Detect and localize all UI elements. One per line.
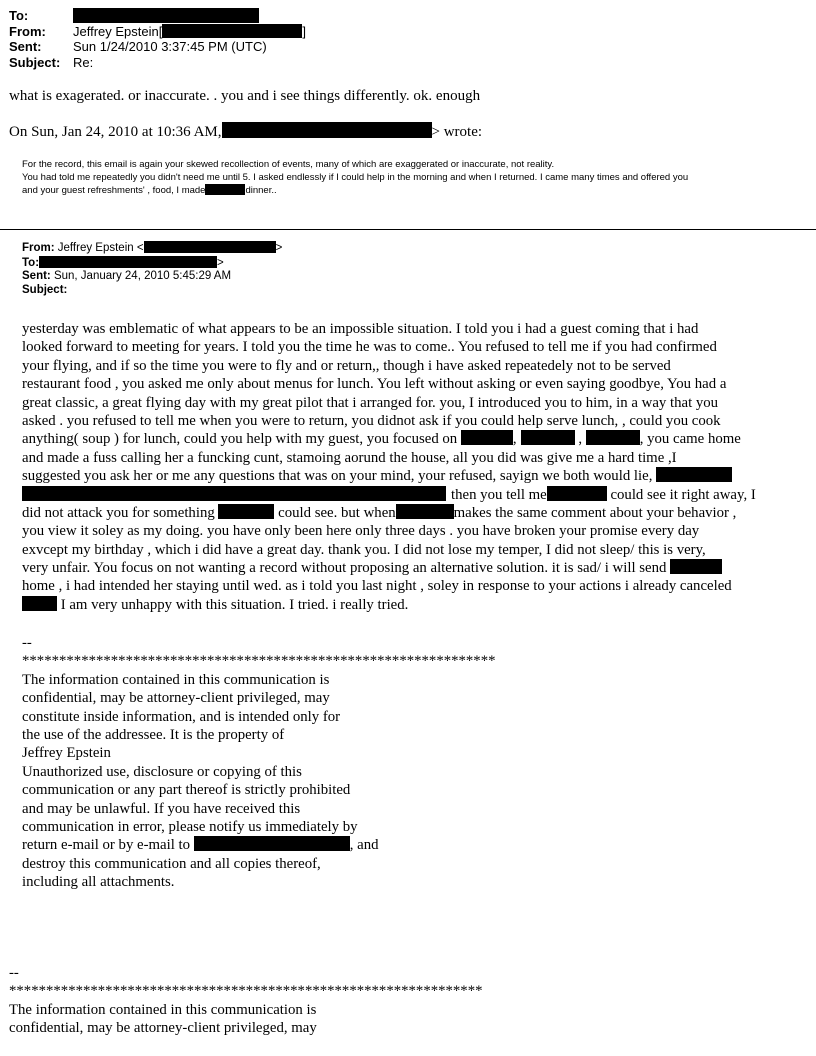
body-text: anything( soup ) for lunch, could you help with my guest, you focused on [22, 431, 461, 448]
redaction-block [39, 256, 217, 268]
body-line: exvcept my birthday , which i did have a great day. thank you. I did not lose my temper, I did not sleep/ this is very, [22, 541, 706, 558]
body-text: , [512, 431, 517, 448]
sent-label: Sent: [9, 39, 42, 54]
redaction-block [396, 504, 454, 519]
body-line: your flying, and if so the time you were to fly and or return,, though i have asked repeatedely not to be served [22, 357, 671, 374]
quoted-line: You had told me repeatedly you didn't need me until 5. I asked endlessly if I could help in the morning and when I returned. I came many times and offered you [22, 171, 689, 183]
body-line: you view it soley as my doing. you have only been here only three days . you have broken your promise every day [22, 523, 700, 540]
confidentiality-notice-repeat [9, 964, 483, 1038]
notice-text: , and [349, 837, 379, 854]
notice-line: confidential, may be attorney-client privileged, may [9, 1020, 317, 1037]
body-line [22, 559, 802, 577]
to-label: To: [9, 8, 29, 23]
original-sent-row [22, 270, 282, 284]
redaction-block [22, 596, 57, 611]
redaction-block [144, 241, 276, 253]
original-from-row [22, 241, 282, 256]
notice-line: The information contained in this communication is [22, 671, 330, 688]
body-line [22, 504, 802, 522]
from-row [9, 24, 306, 40]
redaction-block [461, 430, 513, 445]
notice-line: Unauthorized use, disclosure or copying of this [22, 763, 302, 780]
signature-dashes: -- [9, 965, 19, 981]
body-text: very unfair. You focus on not wanting a record without proposing an alternative solution. it is sad/ i will send [22, 560, 671, 577]
signature-stars: **************************************************************** [9, 983, 483, 1000]
body-text: I am very unhappy with this situation. I tried. i really tried. [57, 596, 409, 613]
body-line [22, 430, 802, 448]
sent-value: Sun 1/24/2010 3:37:45 PM (UTC) [73, 39, 267, 54]
original-to-row [22, 256, 282, 271]
original-subject-label: Subject: [22, 283, 68, 296]
body-text: then you tell me [451, 486, 547, 503]
redaction-block [205, 184, 245, 195]
redaction-block [547, 486, 607, 501]
body-text: could see. but when [274, 504, 396, 521]
quoted-line [22, 184, 802, 198]
redaction-block [162, 24, 302, 38]
confidentiality-notice [22, 634, 496, 891]
quoted-text: and your guest refreshments' , food, I made [22, 185, 206, 196]
message-body [22, 320, 802, 614]
original-to-label: To: [22, 256, 40, 269]
notice-line: and may be unlawful. If you have received this [22, 800, 301, 817]
original-from-label: From: [22, 242, 55, 254]
quoted-message [22, 159, 802, 198]
body-text: , you came home [639, 431, 741, 448]
body-line: home , i had intended her staying until wed. as i told you last night , soley in response to your actions i already canceled [22, 578, 732, 595]
from-value: Jeffrey Epstein[ [73, 23, 163, 39]
body-line [22, 467, 802, 485]
from-close: ] [302, 23, 306, 39]
body-text: makes the same comment about your behavior , [453, 504, 737, 521]
notice-line: The information contained in this communication is [9, 1001, 317, 1018]
divider [0, 229, 816, 230]
original-from-value: Jeffrey Epstein < [54, 242, 144, 254]
email-header [9, 8, 306, 70]
notice-line [22, 836, 496, 854]
quoted-line: For the record, this email is again your skewed recollection of events, many of which are exaggerated or inaccurate, not reality. [22, 159, 555, 170]
notice-line: the use of the addressee. It is the property of [22, 726, 285, 743]
notice-line: including all attachments. [22, 874, 175, 891]
body-line [22, 486, 802, 504]
body-line: asked . you refused to tell me when you were to return, you didnot ask if you could help serve lunch, , could you cook [22, 412, 721, 429]
redaction-block [222, 122, 432, 138]
original-sent-label: Sent: [22, 270, 51, 282]
signature-dashes: -- [22, 635, 32, 651]
notice-line: confidential, may be attorney-client privileged, may [22, 690, 330, 707]
redaction-block [73, 8, 259, 23]
to-row [9, 8, 306, 24]
notice-line: constitute inside information, and is intended only for [22, 708, 341, 725]
subject-value: Re: [73, 54, 94, 70]
body-text: could see it right away, I [606, 486, 756, 503]
notice-line: destroy this communication and all copies thereof, [22, 855, 321, 872]
quoted-text: dinner.. [245, 185, 277, 196]
signature-stars: **************************************************************** [22, 653, 496, 670]
original-sent-value: Sun, January 24, 2010 5:45:29 AM [50, 270, 232, 282]
original-to-close: > [217, 256, 224, 269]
quote-intro [9, 122, 482, 141]
sent-row [9, 39, 306, 55]
redaction-block [194, 836, 350, 851]
redaction-block [218, 504, 274, 519]
redaction-block [22, 486, 446, 501]
redaction-block [586, 430, 640, 445]
body-line: great classic, a great flying day with my great pilot that i arranged for. you, I introduced you to him, in a way that you [22, 394, 719, 411]
body-line: restaurant food , you asked me only about menus for lunch. You left without asking or even saying goodbye, You had a [22, 376, 727, 393]
quote-intro-prefix: On Sun, Jan 24, 2010 at 10:36 AM, [9, 124, 222, 140]
notice-line: communication in error, please notify us immediately by [22, 818, 358, 835]
body-line: yesterday was emblematic of what appears to be an impossible situation. I told you i had a guest coming that i had [22, 321, 699, 337]
subject-row [9, 55, 306, 71]
redaction-block [656, 467, 732, 482]
body-text: , [574, 431, 586, 448]
reply-text: what is exagerated. or inaccurate. . you and i see things differently. ok. enough [9, 88, 481, 104]
body-text: did not attack you for something [22, 504, 219, 521]
original-subject-row [22, 284, 282, 298]
notice-text: return e-mail or by e-mail to [22, 837, 194, 854]
notice-line: communication or any part thereof is strictly prohibited [22, 782, 351, 799]
redaction-block [670, 559, 722, 574]
redaction-block [521, 430, 575, 445]
body-line [22, 596, 802, 614]
original-from-close: > [275, 242, 283, 254]
body-line: looked forward to meeting for years. I told you the time he was to come.. You refused to tell me if you had confirmed [22, 339, 717, 356]
quote-intro-suffix: > wrote: [431, 124, 483, 140]
subject-label: Subject: [9, 54, 61, 70]
original-message-header [22, 241, 282, 297]
notice-line: Jeffrey Epstein [22, 745, 111, 762]
body-text: suggested you ask her or me any questions that was on your mind, your refused, sayign we both would lie, [22, 468, 657, 485]
from-label: From: [9, 23, 46, 39]
body-line: and made a fuss calling her a funcking cunt, stamoing aorund the house, all you did was give me a hard time ,I [22, 449, 677, 466]
